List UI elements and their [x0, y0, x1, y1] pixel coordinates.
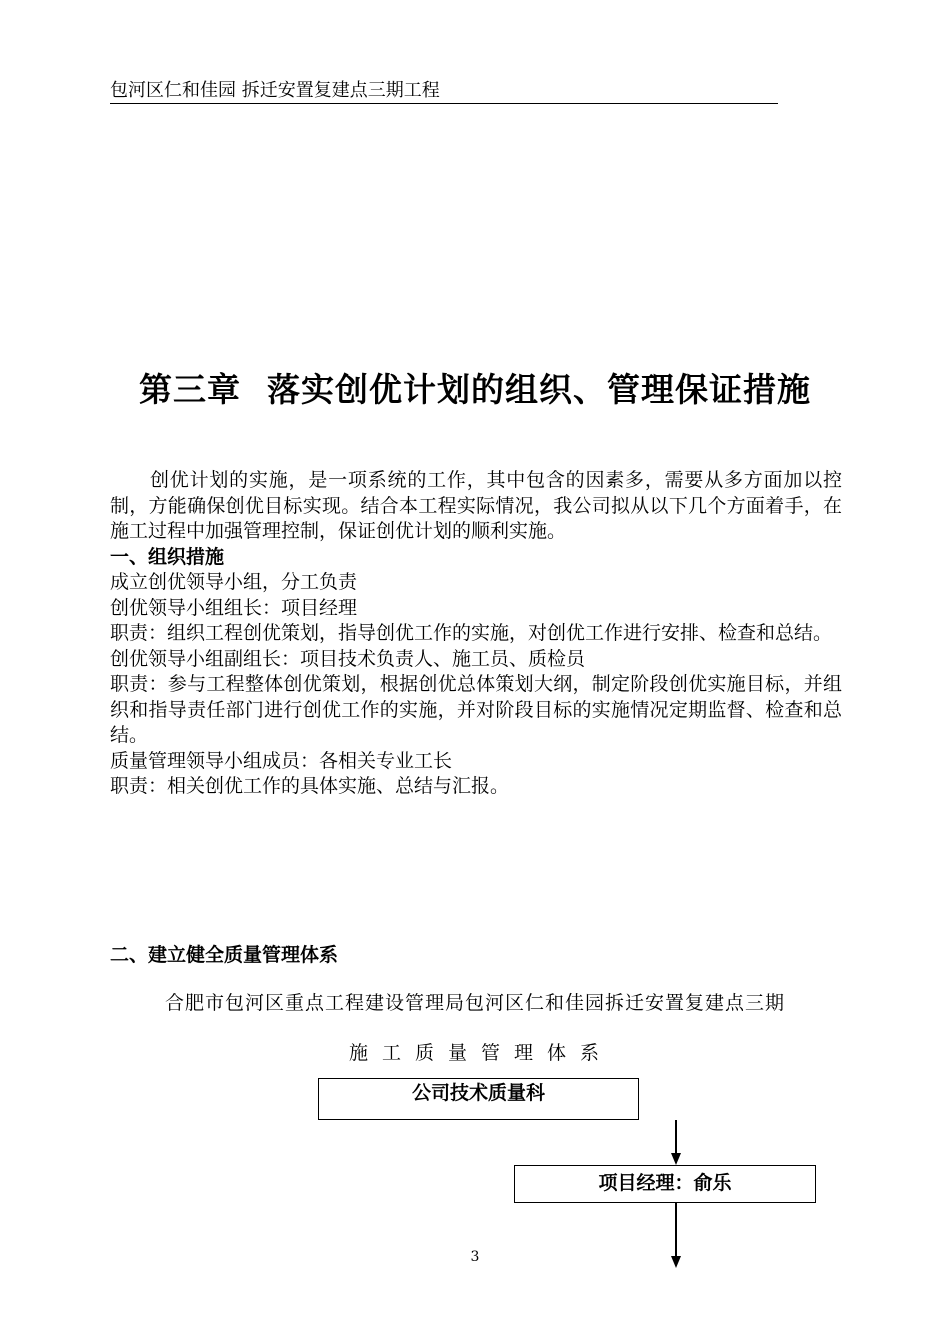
body-line: 创优领导小组组长：项目经理 — [110, 596, 358, 619]
page-number: 3 — [470, 1249, 480, 1265]
chapter-heading: 落实创优计划的组织、管理保证措施 — [267, 370, 811, 409]
chapter-title — [0, 368, 950, 412]
arrow-down-icon — [671, 1153, 681, 1165]
chapter-body — [110, 468, 842, 800]
body-line: 成立创优领导小组，分工负责 — [110, 571, 358, 593]
running-header: 包河区仁和佳园 拆迁安置复建点三期工程 — [110, 80, 778, 104]
body-line: 职责：组织工程创优策划，指导创优工作的实施，对创优工作进行安排、检查和总结。 — [110, 622, 833, 644]
body-line: 质量管理领导小组成员：各相关专业工长 — [110, 749, 453, 772]
org-box-project-manager: 项目经理：俞乐 — [514, 1165, 816, 1203]
body-line: 职责：参与工程整体创优策划，根据创优总体策划大纲，制定阶段创优实施目标，并组织和指导责任部门进行创优工作的实施，并对阶段目标的实施情况定期监督、检查和总结。 — [110, 673, 842, 746]
org-chart-subtitle: 施工质量管理体系 — [348, 1042, 613, 1064]
section-heading-organization: 一、组织措施 — [110, 545, 225, 568]
body-line: 创优领导小组副组长：项目技术负责人、施工员、质检员 — [110, 647, 586, 670]
intro-paragraph: 创优计划的实施，是一项系统的工作，其中包含的因素多，需要从多方面加以控制，方能确保创优目标实现。结合本工程实际情况，我公司拟从以下几个方面着手，在施工过程中加强管理控制，保证创优计划的顺利实施。 — [110, 469, 842, 542]
body-line: 职责：相关创优工作的具体实施、总结与汇报。 — [110, 775, 510, 797]
section-heading-quality-system: 二、建立健全质量管理体系 — [110, 944, 339, 966]
chapter-number: 第三章 — [139, 370, 241, 409]
org-box-tech-quality-dept: 公司技术质量科 — [318, 1078, 639, 1120]
connector-line — [675, 1120, 677, 1154]
org-chart-title: 合肥市包河区重点工程建设管理局包河区仁和佳园拆迁安置复建点三期 — [164, 992, 785, 1014]
